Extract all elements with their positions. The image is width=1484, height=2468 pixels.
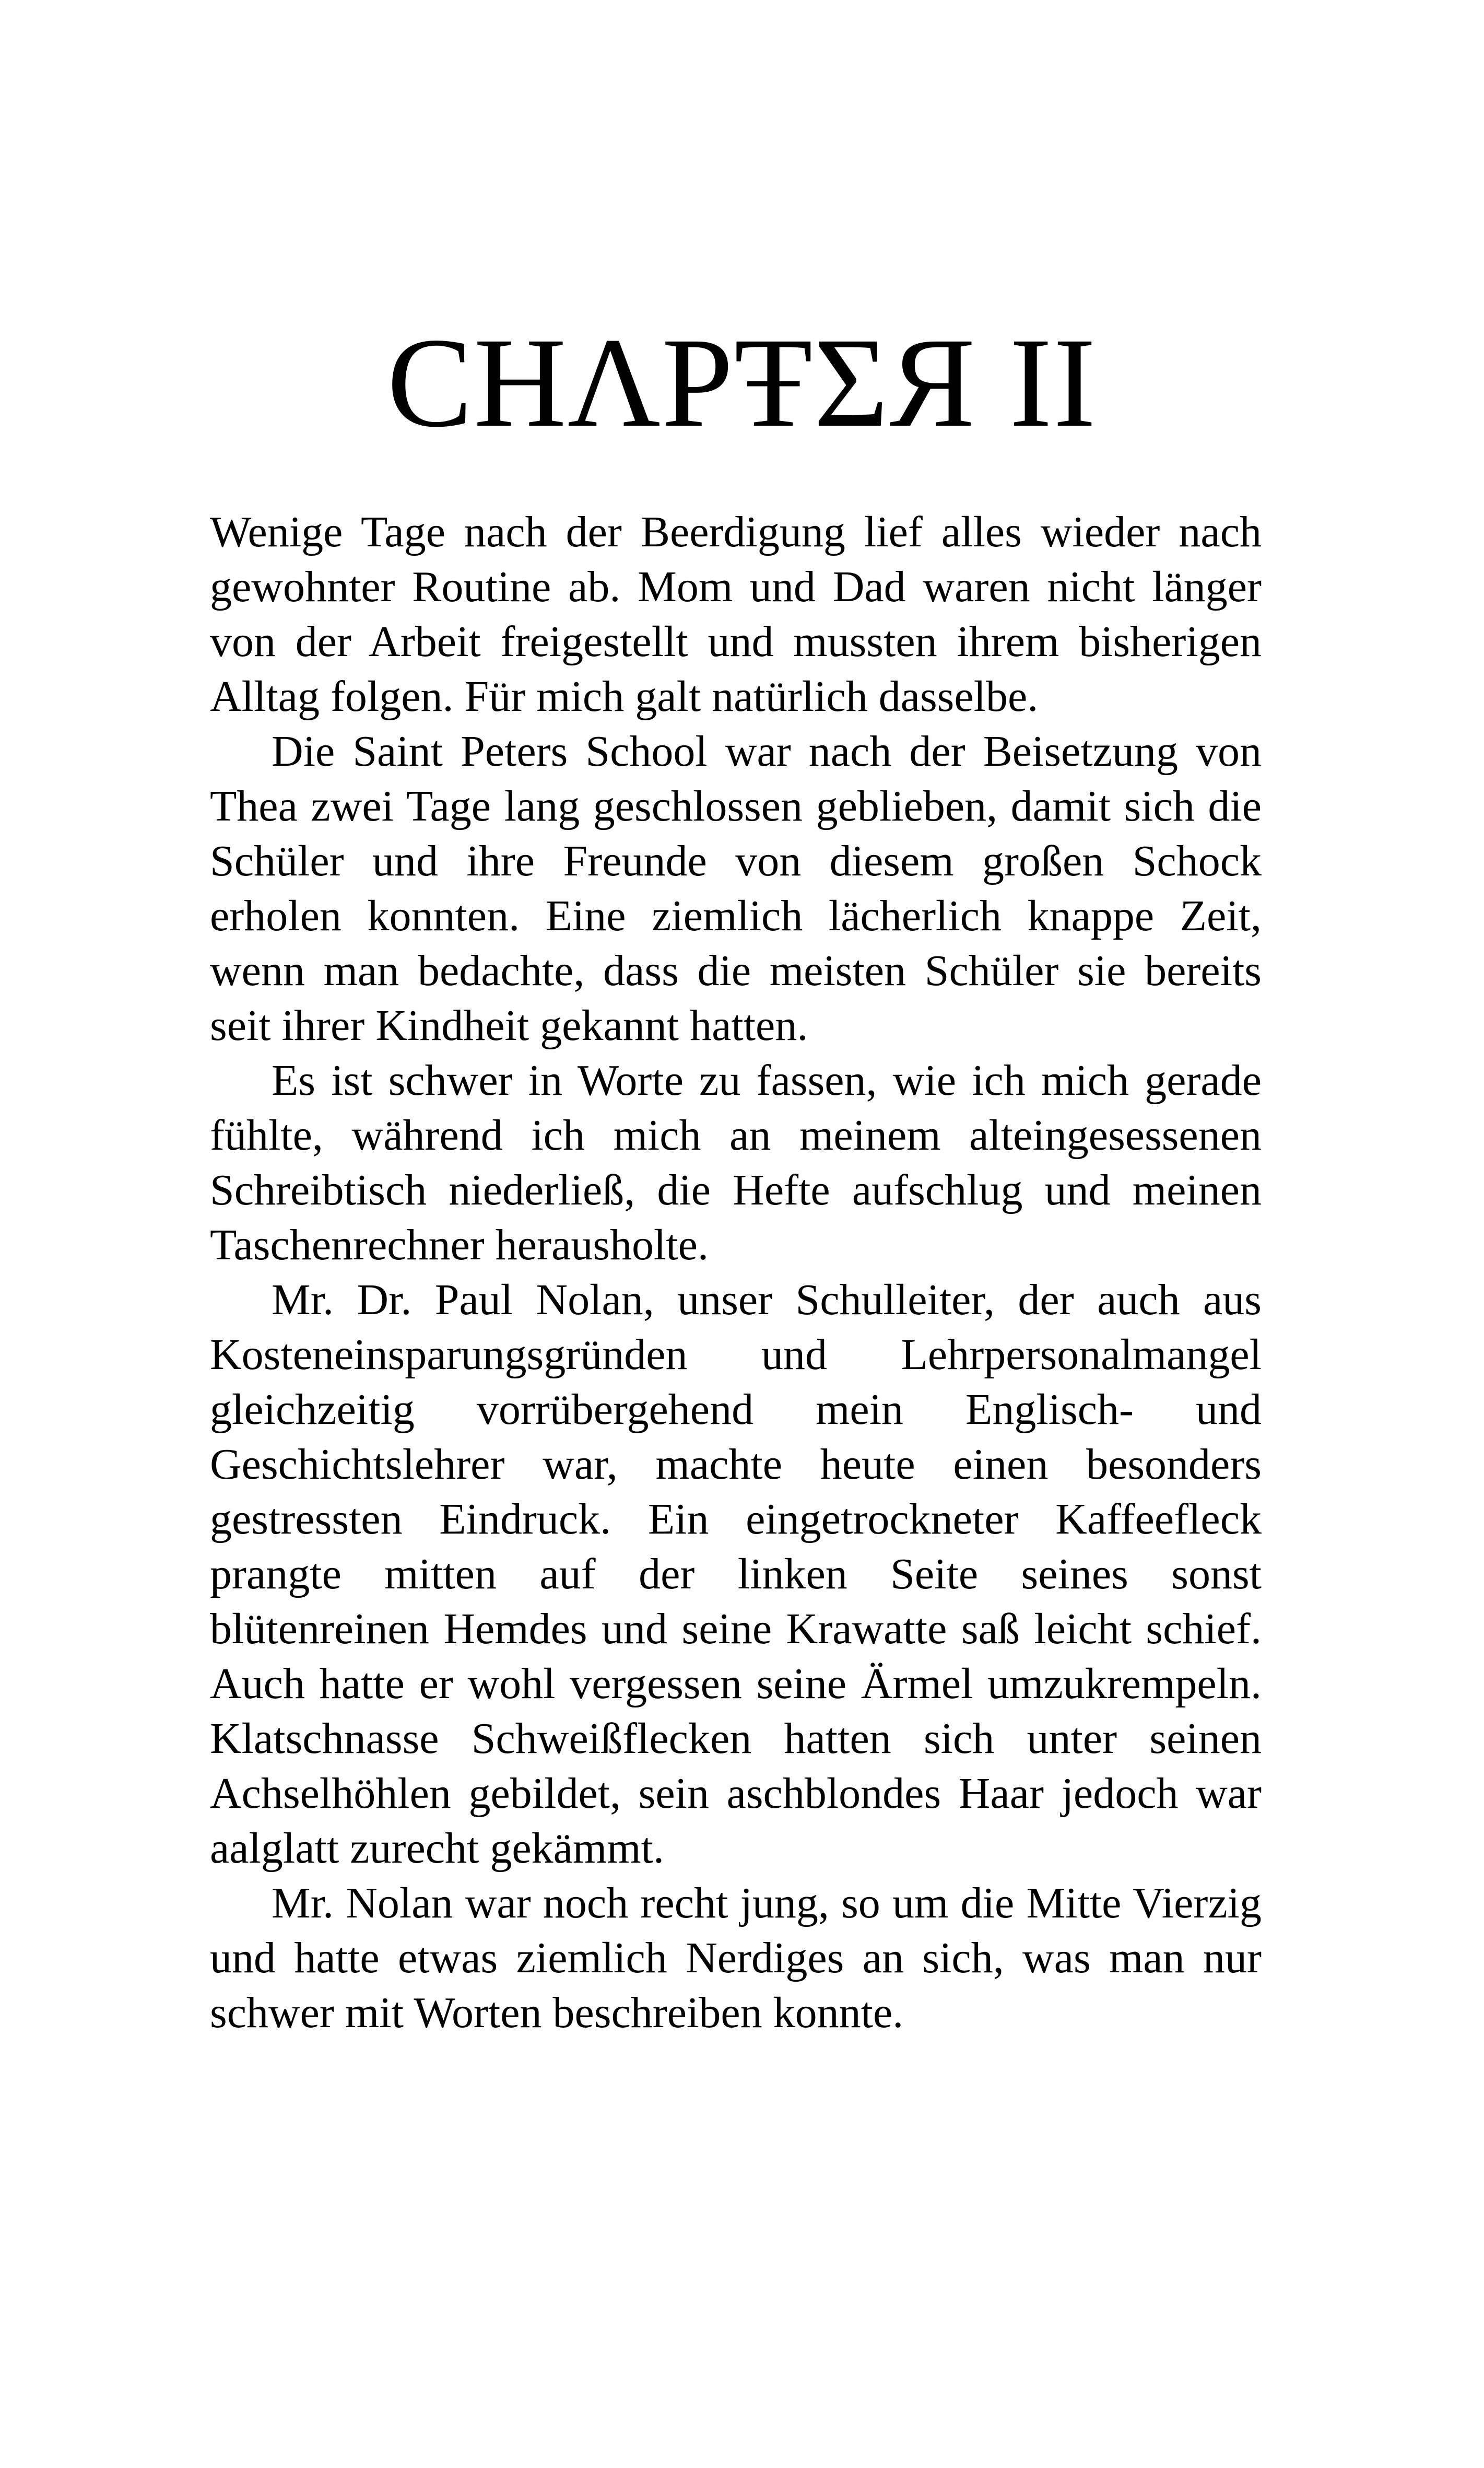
paragraph-5: Mr. Nolan war noch recht jung, so um die Mitte Vierzig und hatte etwas ziemlich Nerdiges an sich, was man nur schwer mit Worten beschreiben konnte. xyxy=(210,1879,1262,2037)
paragraph-4: Mr. Dr. Paul Nolan, unser Schulleiter, der auch aus Kosteneinsparungsgründen und Lehrpersonalmangel gleichzeitig vorrübergehend mein Englisch- und Geschichtslehrer war, machte heute einen besonders gestressten Eindruck. Ein eingetrockneter Kaffeefleck prangte mitten auf der linken Seite seines sonst blütenreinen Hemdes und seine Krawatte saß leicht schief. Auch hatte er wohl vergessen seine Ärmel umzukrempeln. Klatschnasse Schweißflecken hatten sich unter seinen Achselhöhlen gebildet, sein aschblondes Haar jedoch war aalglatt zurecht gekämmt. xyxy=(210,1276,1262,1873)
chapter-body xyxy=(210,505,1262,2040)
chapter-title: CHΛPŦΣЯ II xyxy=(387,312,1097,454)
paragraph-1: Wenige Tage nach der Beerdigung lief alles wieder nach gewohnter Routine ab. Mom und Dad waren nicht länger von der Arbeit freigestellt und mussten ihrem bisherigen Alltag folgen. Für mich galt natürlich dasselbe. xyxy=(210,508,1262,721)
paragraph-3: Es ist schwer in Worte zu fassen, wie ich mich gerade fühlte, während ich mich an meinem alteingesessenen Schreibtisch niederließ, die Hefte aufschlug und meinen Taschenrechner herausholte. xyxy=(210,1056,1262,1269)
paragraph-2: Die Saint Peters School war nach der Beisetzung von Thea zwei Tage lang geschlossen geblieben, damit sich die Schüler und ihre Freunde von diesem großen Schock erholen konnten. Eine ziemlich lächerlich knappe Zeit, wenn man bedachte, dass die meisten Schüler sie bereits seit ihrer Kindheit gekannt hatten. xyxy=(210,727,1262,1050)
